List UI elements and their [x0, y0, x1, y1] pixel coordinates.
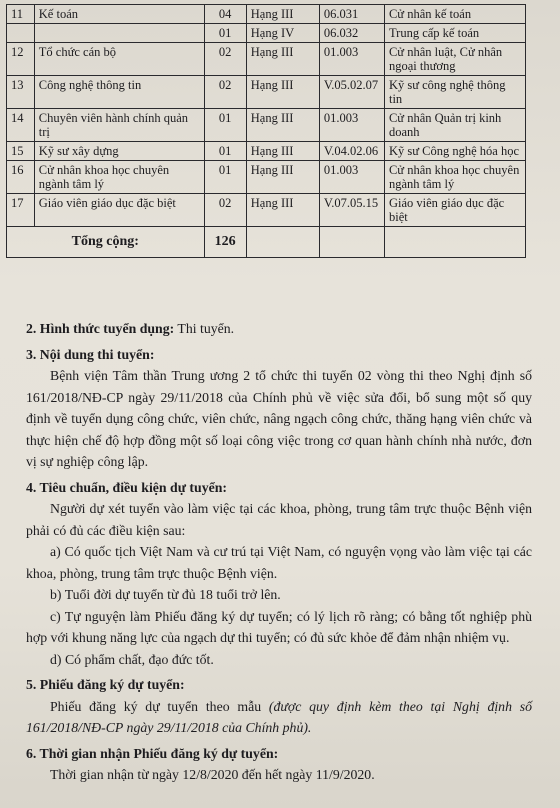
row-number: 11 [7, 5, 35, 24]
table-row [7, 161, 526, 194]
degree-requirement: Kỹ sư Công nghệ hóa học [384, 142, 525, 161]
table-row [7, 109, 526, 142]
total-empty-cell [246, 227, 319, 258]
position-name: Cử nhân khoa học chuyên ngành tâm lý [34, 161, 204, 194]
section-2-text: Thi tuyển. [174, 321, 235, 336]
section-5-text-italic: (được quy định kèm theo tại Nghị định số 161/2018/NĐ-CP ngày 29/11/2018 của Chính phủ). [26, 698, 532, 735]
row-number: 14 [7, 109, 35, 142]
position-name: Kỹ sư xây dựng [34, 142, 204, 161]
degree-requirement: Cử nhân kế toán [384, 5, 525, 24]
recruitment-table [6, 4, 526, 258]
section-6-heading: 6. Thời gian nhận Phiếu đăng ký dự tuyển: [26, 745, 279, 761]
rank: Hạng III [246, 109, 319, 142]
rank-code: 01.003 [319, 109, 384, 142]
rank-code: V.04.02.06 [319, 142, 384, 161]
rank: Hạng III [246, 194, 319, 227]
quantity: 01 [204, 142, 246, 161]
rank: Hạng III [246, 5, 319, 24]
quantity: 04 [204, 5, 246, 24]
section-2 [26, 318, 532, 340]
total-empty-cell [384, 227, 525, 258]
table-row [7, 142, 526, 161]
rank-code: V.07.05.15 [319, 194, 384, 227]
position-name: Công nghệ thông tin [34, 76, 204, 109]
rank-code: 01.003 [319, 161, 384, 194]
section-4-item-b: b) Tuổi đời dự tuyển từ đủ 18 tuổi trở lên. [50, 587, 281, 602]
table-row [7, 5, 526, 24]
document-body [26, 318, 532, 786]
row-number: 15 [7, 142, 35, 161]
quantity: 01 [204, 109, 246, 142]
rank: Hạng III [246, 142, 319, 161]
section-5-text [26, 696, 532, 739]
section-3-text: Bệnh viện Tâm thần Trung ương 2 tổ chức thi tuyển 02 vòng thi theo Nghị định số 161/2018/NĐ-CP ngày 29/11/2018 của Chính phủ về việc sửa đổi, bổ sung một số quy định về tuyển dụng công chức, viên chức, nâng ngạch công chức, thăng hạng viên chức và thực hiện chế độ hợp đồng một số loại công việc trong cơ quan hành chính nhà nước, đơn vị sự nghiệp công lập. [26, 368, 532, 469]
total-empty-cell [319, 227, 384, 258]
quantity: 01 [204, 24, 246, 43]
degree-requirement: Giáo viên giáo dục đặc biệt [384, 194, 525, 227]
degree-requirement: Kỹ sư công nghệ thông tin [384, 76, 525, 109]
section-3-heading: 3. Nội dung thi tuyển: [26, 346, 155, 362]
rank: Hạng III [246, 76, 319, 109]
total-label: Tổng cộng: [7, 227, 205, 258]
rank-code: V.05.02.07 [319, 76, 384, 109]
degree-requirement: Cử nhân Quản trị kinh doanh [384, 109, 525, 142]
section-4-item-d: d) Có phẩm chất, đạo đức tốt. [50, 651, 214, 667]
section-4-intro: Người dự xét tuyển vào làm việc tại các khoa, phòng, trung tâm trực thuộc Bệnh viện phải có đủ các điều kiện sau: [26, 501, 532, 538]
rank-code: 01.003 [319, 43, 384, 76]
total-value: 126 [204, 227, 246, 258]
position-name: Tổ chức cán bộ [34, 43, 204, 76]
degree-requirement: Trung cấp kế toán [384, 24, 525, 43]
quantity: 02 [204, 43, 246, 76]
table-body [7, 5, 526, 258]
section-4-item-c: c) Tự nguyện làm Phiếu đăng ký dự tuyển; có lý lịch rõ ràng; có bằng tốt nghiệp phù hợp với khung năng lực của ngạch dự thi tuyển; có đủ sức khỏe để đảm nhận nhiệm vụ. [26, 608, 532, 645]
rank-code: 06.032 [319, 24, 384, 43]
degree-requirement: Cử nhân khoa học chuyên ngành tâm lý [384, 161, 525, 194]
table-row [7, 194, 526, 227]
row-number: 12 [7, 43, 35, 76]
row-number [7, 24, 35, 43]
section-5-heading: 5. Phiếu đăng ký dự tuyển: [26, 677, 185, 692]
quantity: 02 [204, 194, 246, 227]
degree-requirement: Cử nhân luật, Cử nhân ngoại thương [384, 43, 525, 76]
position-name: Kế toán [34, 5, 204, 24]
position-name: Chuyên viên hành chính quản trị [34, 109, 204, 142]
row-number: 13 [7, 76, 35, 109]
rank: Hạng III [246, 161, 319, 194]
total-row [7, 227, 526, 258]
quantity: 01 [204, 161, 246, 194]
table-row [7, 76, 526, 109]
table-row [7, 43, 526, 76]
section-6-text: Thời gian nhận từ ngày 12/8/2020 đến hết ngày 11/9/2020. [50, 767, 375, 782]
section-2-heading: 2. Hình thức tuyển dụng: [26, 321, 175, 336]
section-4-item-a: a) Có quốc tịch Việt Nam và cư trú tại Việt Nam, có nguyện vọng vào làm việc tại các khoa, phòng, trung tâm trực thuộc Bệnh viện. [26, 544, 532, 581]
rank-code: 06.031 [319, 5, 384, 24]
row-number: 16 [7, 161, 35, 194]
position-name [34, 24, 204, 43]
rank: Hạng IV [246, 24, 319, 43]
section-4-heading: 4. Tiêu chuẩn, điều kiện dự tuyển: [26, 479, 227, 495]
position-name: Giáo viên giáo dục đặc biệt [34, 194, 204, 227]
rank: Hạng III [246, 43, 319, 76]
section-5-text-plain: Phiếu đăng ký dự tuyển theo mẫu [50, 698, 269, 714]
quantity: 02 [204, 76, 246, 109]
table-row [7, 24, 526, 43]
row-number: 17 [7, 194, 35, 227]
